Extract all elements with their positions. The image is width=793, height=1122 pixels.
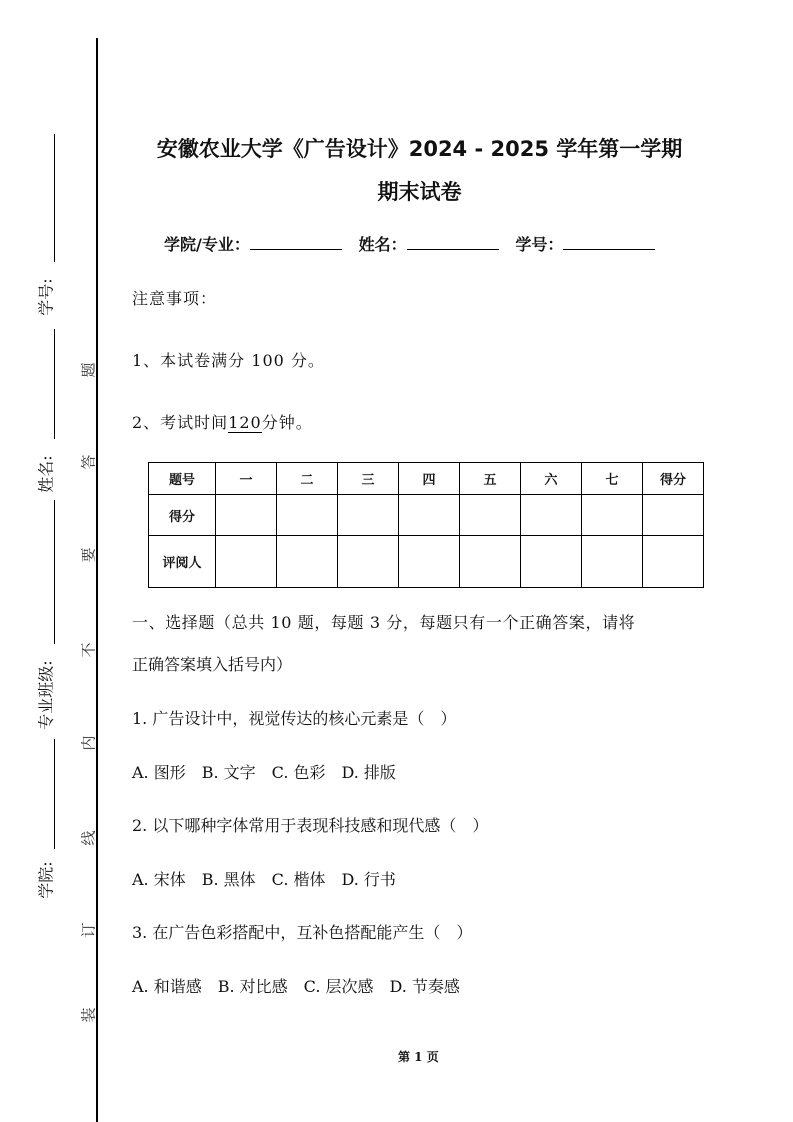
options: A. 和谐感 B. 对比感 C. 层次感 D. 节奏感 xyxy=(132,977,460,996)
note-text: 2、考试时间 xyxy=(132,413,229,432)
score-table xyxy=(148,462,704,588)
college-major-label: 学院/专业： xyxy=(164,235,250,254)
seal-char: 题 xyxy=(79,362,98,378)
notes-heading: 注意事项： xyxy=(132,289,218,308)
note-item xyxy=(132,410,313,433)
table-cell[interactable] xyxy=(399,536,460,588)
student-id-label: 学号： xyxy=(515,235,564,254)
table-header-row xyxy=(149,463,704,495)
seal-char: 内 xyxy=(79,735,98,751)
question: 3. 在广告色彩搭配中，互补色搭配能产生（ ） xyxy=(132,923,473,942)
table-cell[interactable] xyxy=(399,495,460,536)
margin-fill-line xyxy=(54,134,55,262)
seal-char: 线 xyxy=(79,830,98,846)
student-id-blank[interactable] xyxy=(563,249,655,250)
options: A. 宋体 B. 黑体 C. 楷体 D. 行书 xyxy=(132,870,396,889)
table-cell[interactable] xyxy=(216,495,277,536)
section-heading: 正确答案填入括号内） xyxy=(132,655,293,674)
name-blank[interactable] xyxy=(407,249,499,250)
seal-char: 不 xyxy=(79,642,98,658)
question: 2. 以下哪种字体常用于表现科技感和现代感（ ） xyxy=(132,816,489,835)
table-cell[interactable] xyxy=(582,536,643,588)
table-cell[interactable] xyxy=(643,536,704,588)
margin-student-id-label: 学号: xyxy=(36,278,56,316)
table-cell[interactable] xyxy=(216,536,277,588)
exam-subtitle: 期末试卷 xyxy=(377,180,462,204)
table-cell[interactable] xyxy=(643,495,704,536)
table-cell[interactable] xyxy=(460,495,521,536)
row-label: 得分 xyxy=(149,495,216,536)
header-cell: 二 xyxy=(277,463,338,495)
college-major-blank[interactable] xyxy=(250,249,342,250)
seal-char: 答 xyxy=(79,454,98,470)
table-cell[interactable] xyxy=(338,495,399,536)
margin-name-label: 姓名: xyxy=(36,455,56,493)
margin-fill-line xyxy=(54,739,55,849)
table-cell[interactable] xyxy=(277,495,338,536)
header-cell: 三 xyxy=(338,463,399,495)
table-row xyxy=(149,495,704,536)
table-cell[interactable] xyxy=(582,495,643,536)
binding-line xyxy=(96,38,98,1122)
table-cell[interactable] xyxy=(460,536,521,588)
note-text: 分钟。 xyxy=(261,413,313,432)
exam-duration: 120 xyxy=(228,413,262,432)
table-cell[interactable] xyxy=(338,536,399,588)
table-cell[interactable] xyxy=(277,536,338,588)
header-cell: 七 xyxy=(582,463,643,495)
name-label: 姓名： xyxy=(358,235,407,254)
section-heading: 一、选择题（总共 10 题，每题 3 分，每题只有一个正确答案，请将 xyxy=(132,613,636,632)
margin-fill-line xyxy=(54,500,55,644)
row-label: 评阅人 xyxy=(149,536,216,588)
student-info xyxy=(164,232,655,255)
options: A. 图形 B. 文字 C. 色彩 D. 排版 xyxy=(132,763,396,782)
page-number: 第 1 页 xyxy=(398,1050,439,1064)
seal-char: 装 xyxy=(79,1007,98,1023)
margin-major-class-label: 专业班级: xyxy=(36,660,56,730)
header-cell: 六 xyxy=(521,463,582,495)
header-cell: 一 xyxy=(216,463,277,495)
header-cell: 四 xyxy=(399,463,460,495)
header-cell: 五 xyxy=(460,463,521,495)
seal-char: 要 xyxy=(79,547,98,563)
table-row xyxy=(149,536,704,588)
question: 1. 广告设计中，视觉传达的核心元素是（ ） xyxy=(132,709,457,728)
margin-college-label: 学院: xyxy=(36,861,56,899)
table-cell[interactable] xyxy=(521,495,582,536)
exam-title: 安徽农业大学《广告设计》2024 - 2025 学年第一学期 xyxy=(156,137,683,161)
header-cell: 题号 xyxy=(149,463,216,495)
margin-fill-line xyxy=(54,329,55,439)
seal-char: 订 xyxy=(79,922,98,938)
note-item: 1、本试卷满分 100 分。 xyxy=(132,351,325,370)
table-cell[interactable] xyxy=(521,536,582,588)
header-cell: 得分 xyxy=(643,463,704,495)
